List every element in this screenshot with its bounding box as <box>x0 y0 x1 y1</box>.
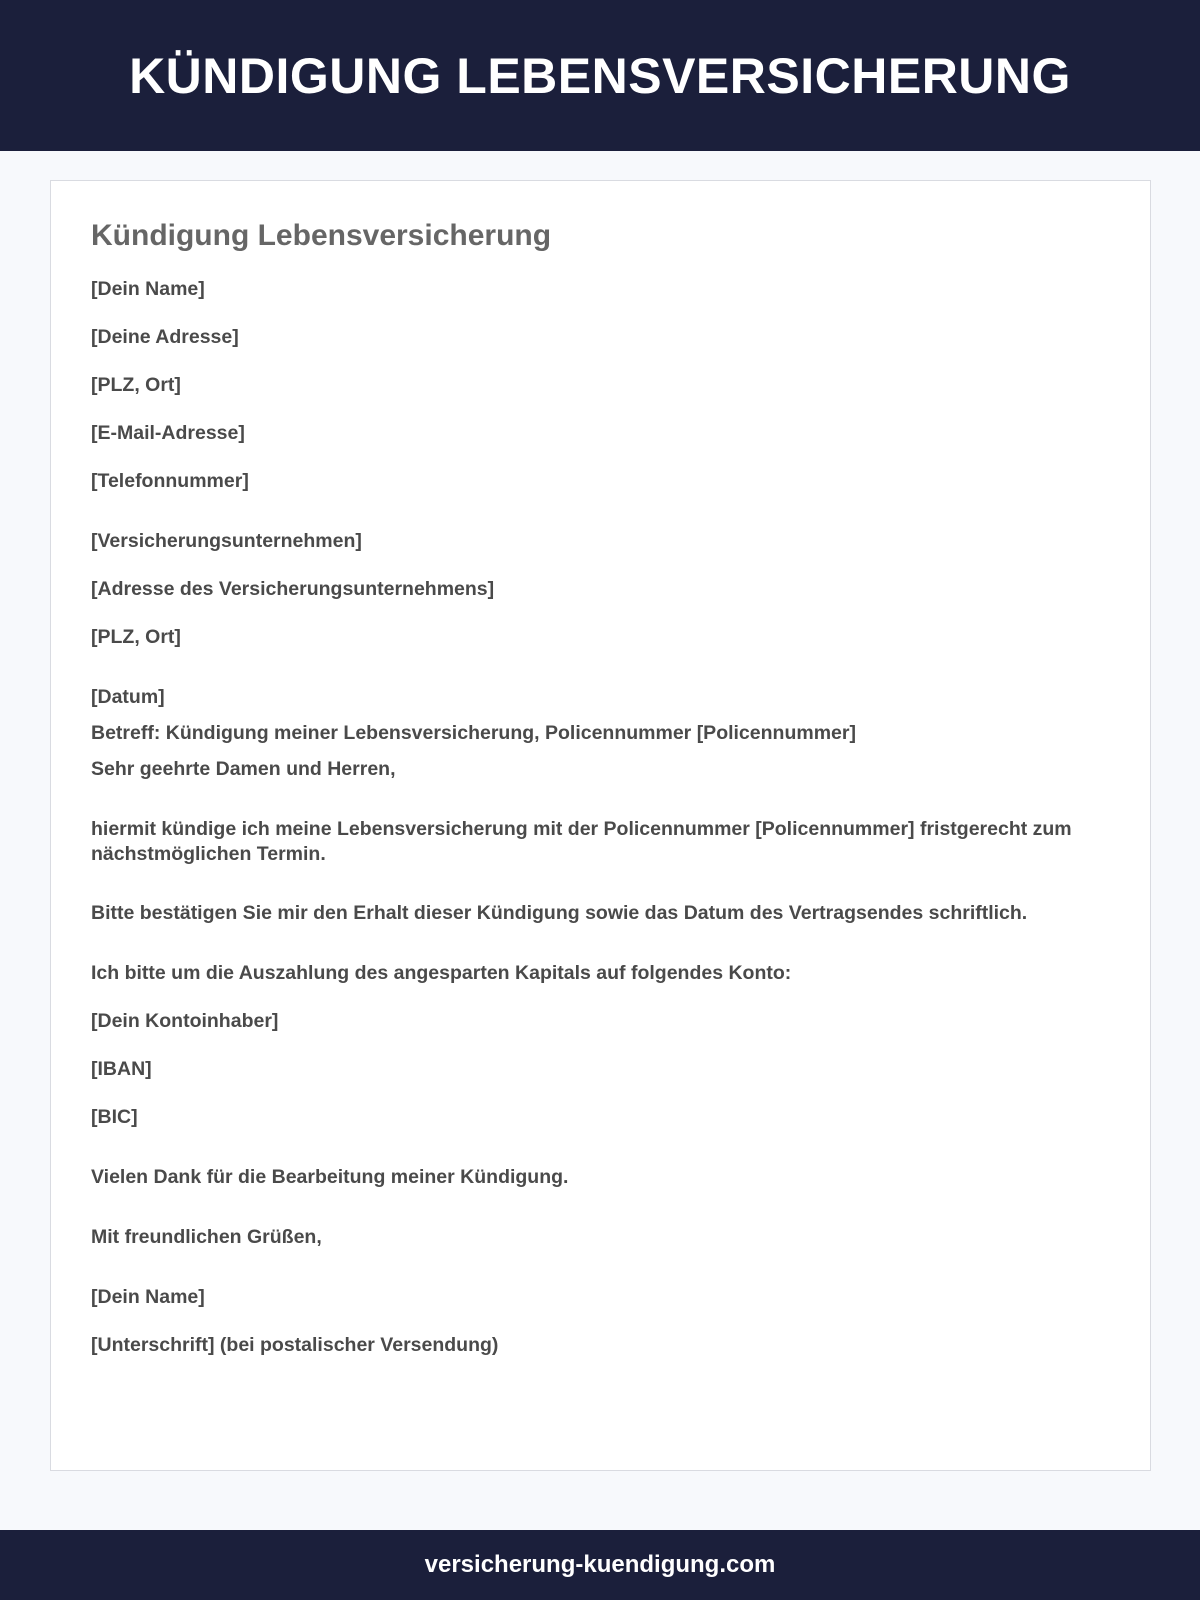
signature-name: [Dein Name] <box>91 1286 205 1308</box>
recipient-address: [Adresse des Versicherungsunternehmens] <box>91 578 495 600</box>
account-bic: [BIC] <box>91 1106 138 1128</box>
letter-thanks: Vielen Dank für die Bearbeitung meiner Kündigung. <box>91 1166 569 1188</box>
letter-paragraph: Bitte bestätigen Sie mir den Erhalt dieser Kündigung sowie das Datum des Vertragsendes schriftlich. <box>91 902 1028 924</box>
letter-paragraph: hiermit kündige ich meine Lebensversicherung mit der Policennummer [Policennummer] fristgerecht zum nächstmöglichen Termin. <box>91 818 1072 865</box>
sender-email: [E-Mail-Adresse] <box>91 422 245 444</box>
sender-name: [Dein Name] <box>91 278 205 300</box>
footer-site-link[interactable]: versicherung-kuendigung.com <box>424 1551 776 1578</box>
page-footer <box>0 1530 1200 1600</box>
signature-line: [Unterschrift] (bei postalischer Versendung) <box>91 1334 499 1356</box>
sender-phone: [Telefonnummer] <box>91 470 249 492</box>
letter-subject: Betreff: Kündigung meiner Lebensversicherung, Policennummer [Policennummer] <box>91 722 856 744</box>
sender-address: [Deine Adresse] <box>91 326 239 348</box>
letter-paragraph: Ich bitte um die Auszahlung des angesparten Kapitals auf folgendes Konto: <box>91 962 792 984</box>
letter-salutation: Sehr geehrte Damen und Herren, <box>91 758 396 780</box>
letter-date: [Datum] <box>91 686 165 708</box>
recipient-city: [PLZ, Ort] <box>91 626 181 648</box>
account-iban: [IBAN] <box>91 1058 152 1080</box>
letter-closing: Mit freundlichen Grüßen, <box>91 1226 322 1248</box>
header-title: KÜNDIGUNG LEBENSVERSICHERUNG <box>129 47 1071 104</box>
sender-city: [PLZ, Ort] <box>91 374 181 396</box>
letter-title: Kündigung Lebensversicherung <box>91 219 552 252</box>
page-header <box>0 0 1200 151</box>
recipient-company: [Versicherungsunternehmen] <box>91 530 362 552</box>
account-holder: [Dein Kontoinhaber] <box>91 1010 279 1032</box>
letter-card <box>50 180 1151 1471</box>
